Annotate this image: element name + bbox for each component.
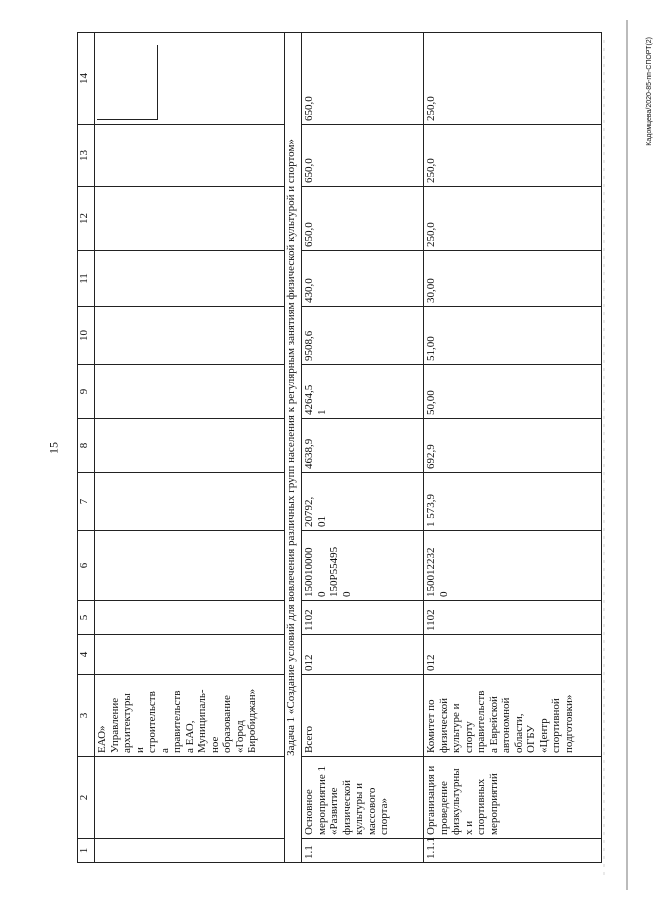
header-row [78, 33, 95, 863]
header-cell: 12 [78, 187, 95, 251]
value-cell: 650,0 [302, 187, 424, 251]
value-cell: 650,0 [302, 33, 424, 125]
code-cell: 1102 [302, 601, 424, 635]
value-cell: 50,00 [424, 365, 602, 419]
header-cell: 1 [78, 839, 95, 863]
rotated-table-page [77, 33, 653, 863]
header-cell: 9 [78, 365, 95, 419]
value-cell: 250,0 [424, 125, 602, 187]
table-row-continuation [95, 33, 285, 863]
task-heading: Задача 1 «Создание условий для вовлечения различных групп населения к регулярным занятиям физической культурой и спортом» [285, 33, 302, 863]
table-cell [95, 473, 285, 531]
header-cell: 7 [78, 473, 95, 531]
table-row [302, 33, 424, 863]
row-number: 1.1 [302, 839, 424, 863]
table-cell [95, 419, 285, 473]
value-cell: 4264,5 1 [302, 365, 424, 419]
value-cell: 250,0 [424, 187, 602, 251]
value-cell: 430,0 [302, 251, 424, 307]
budget-table [77, 32, 602, 863]
executor-cell: Всего [302, 675, 424, 757]
header-cell: 3 [78, 675, 95, 757]
table-cell [95, 125, 285, 187]
table-cell [95, 531, 285, 601]
nested-box [97, 45, 158, 120]
table-cell [95, 33, 285, 125]
row-number: 1.1.1 [424, 839, 602, 863]
table-row [424, 33, 602, 863]
code-cell: 012 [302, 635, 424, 675]
table-cell [95, 365, 285, 419]
value-cell: 51,00 [424, 307, 602, 365]
code-cell: 150012232 0 [424, 531, 602, 601]
header-cell: 6 [78, 531, 95, 601]
header-cell: 8 [78, 419, 95, 473]
table-cell [95, 839, 285, 863]
table-cell [95, 251, 285, 307]
value-cell: 692,9 [424, 419, 602, 473]
value-cell: 9508,6 [302, 307, 424, 365]
value-cell: 250,0 [424, 33, 602, 125]
row-name: Организация и проведение физкультурны х и спортивных мероприятий [424, 757, 602, 839]
table-cell [95, 635, 285, 675]
value-cell: 650,0 [302, 125, 424, 187]
table-cell [95, 601, 285, 635]
page-number: 15 [46, 442, 61, 454]
value-cell: 1 573,9 [424, 473, 602, 531]
table-cell [95, 307, 285, 365]
executor-cell: Комитет по физической культуре и спорту правительств а Еврейской автономной области, ОГБУ «Центр спортивной подготовки» [424, 675, 602, 757]
header-cell: 5 [78, 601, 95, 635]
header-cell: 4 [78, 635, 95, 675]
value-cell: 30,00 [424, 251, 602, 307]
executor-cell: ЕАО» Управление архитектуры и строительств а правительств а ЕАО, Муниципаль- ное образование «Город Биробиджан» [95, 675, 285, 757]
table-cell [95, 187, 285, 251]
header-cell: 2 [78, 757, 95, 839]
footer-note: Кадомцева/2020-85-пп-СПОРТ(2) [646, 37, 653, 146]
code-cell: 150010000 0 150Р55495 0 [302, 531, 424, 601]
header-cell: 13 [78, 125, 95, 187]
code-cell: 1102 [424, 601, 602, 635]
header-cell: 10 [78, 307, 95, 365]
code-cell: 012 [424, 635, 602, 675]
header-cell: 14 [78, 33, 95, 125]
task-row [285, 33, 302, 863]
table-cell [95, 757, 285, 839]
row-name: Основное мероприятие 1 «Развитие физической культуры и массового спорта» [302, 757, 424, 839]
value-cell: 20792, 01 [302, 473, 424, 531]
header-cell: 11 [78, 251, 95, 307]
value-cell: 4638,9 [302, 419, 424, 473]
